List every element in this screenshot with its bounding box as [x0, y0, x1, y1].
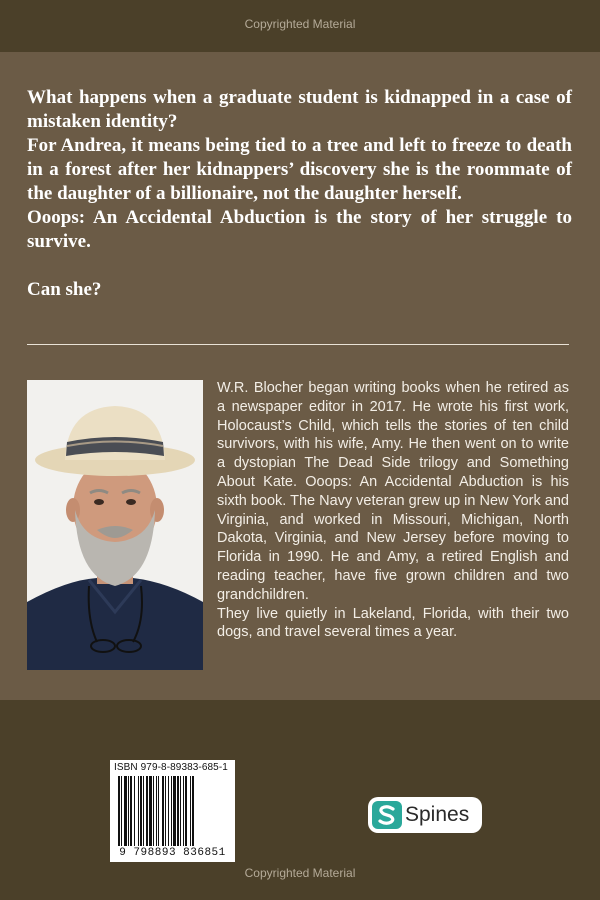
- spines-s-icon: [372, 801, 402, 829]
- bio-paragraph: They live quietly in Lakeland, Florida, with their two dogs, and travel several times a year.: [217, 605, 569, 641]
- blurb-paragraph: Ooops: An Accidental Abduction is the story of her struggle to survive.: [27, 207, 572, 252]
- barcode-icon: [118, 776, 227, 846]
- watermark-bottom: Copyrighted Material: [244, 866, 356, 880]
- section-divider: [27, 344, 569, 345]
- blurb-question: Can she?: [27, 279, 102, 300]
- blurb-paragraph: What happens when a graduate student is kidnapped in a case of mistaken identity?: [27, 87, 572, 132]
- author-photo: [27, 380, 203, 670]
- bio-paragraph: W.R. Blocher began writing books when he retired as a newspaper editor in 2017. He wrote his first work, Holocaust’s Child, which tells the stories of ten child survivors, with his wife, Amy. He then went on to write a dystopian The Dead Side trilogy and Something About Kate. Ooops: An Accidental Abduction is his sixth book. The Navy veteran grew up in New York and Virginia, and worked in Missouri, Michigan, North Dakota, Virginia, and New Jersey before moving to Florida in 1990. He and Amy, a retired English and reading teacher, have five grown children and two grandchildren.: [217, 380, 569, 603]
- author-portrait-illustration: [27, 380, 203, 670]
- publisher-logo: [368, 797, 482, 833]
- watermark-top: Copyrighted Material: [244, 17, 356, 31]
- isbn-label: ISBN 979-8-89383-685-1: [114, 762, 228, 773]
- book-blurb: [27, 86, 572, 302]
- publisher-name: Spines: [405, 803, 470, 826]
- author-bio: [217, 379, 569, 642]
- isbn-barcode: [110, 760, 235, 862]
- blurb-paragraph: For Andrea, it means being tied to a tree and left to freeze to death in a forest after her kidnappers’ discovery she is the roommate of the daughter of a billionaire, not the daughter herself.: [27, 135, 572, 204]
- barcode-digits: 9 798893 836851: [119, 847, 226, 859]
